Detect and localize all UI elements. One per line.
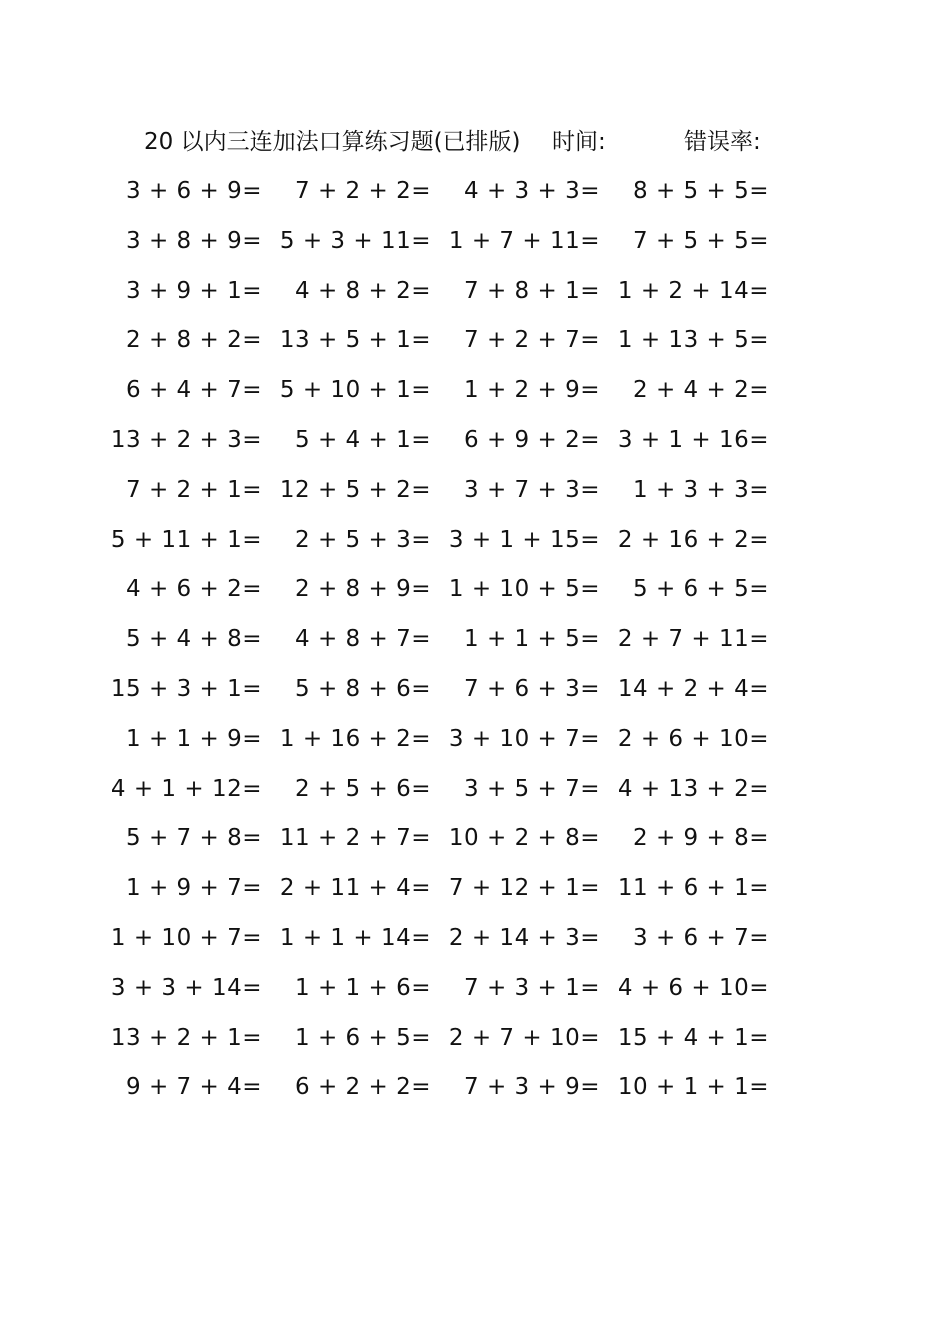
problem-item: 4 + 8 + 7= (295, 626, 431, 653)
problem-item: 11 + 2 + 7= (279, 825, 431, 852)
problem-item: 11 + 6 + 1= (617, 875, 769, 902)
problem-item: 2 + 8 + 2= (126, 327, 262, 354)
problem-item: 5 + 3 + 11= (279, 227, 431, 254)
problem-item: 1 + 2 + 9= (464, 377, 600, 404)
problem-item: 2 + 5 + 3= (295, 526, 431, 553)
problem-row (0, 615, 950, 665)
problem-item: 3 + 1 + 15= (448, 526, 600, 553)
error-rate-label: 错误率: (684, 129, 761, 155)
problem-item: 3 + 6 + 9= (126, 178, 262, 204)
problem-row (0, 914, 950, 964)
problem-row (0, 217, 950, 267)
problem-row (0, 864, 950, 914)
problem-item: 2 + 5 + 6= (295, 775, 431, 802)
problem-item: 4 + 6 + 10= (617, 974, 769, 1001)
worksheet-header (144, 124, 784, 160)
problem-item: 10 + 2 + 8= (448, 825, 600, 852)
problem-item: 2 + 6 + 10= (617, 725, 769, 752)
problem-item: 5 + 4 + 1= (295, 426, 431, 453)
problem-item: 9 + 7 + 4= (126, 1074, 262, 1101)
problem-row (0, 167, 950, 217)
problem-item: 1 + 10 + 7= (110, 924, 262, 951)
problem-item: 6 + 4 + 7= (126, 377, 262, 404)
problem-item: 1 + 6 + 5= (295, 1024, 431, 1051)
problem-item: 10 + 1 + 1= (617, 1074, 769, 1101)
time-label: 时间: (552, 129, 606, 155)
problem-row (0, 814, 950, 864)
problem-item: 7 + 2 + 7= (464, 327, 600, 354)
problem-item: 4 + 6 + 2= (126, 576, 262, 603)
problem-item: 1 + 1 + 5= (464, 626, 600, 653)
problem-item: 5 + 8 + 6= (295, 675, 431, 702)
problem-item: 4 + 1 + 12= (110, 775, 262, 802)
problem-item: 2 + 4 + 2= (633, 377, 769, 404)
problem-item: 3 + 1 + 16= (617, 426, 769, 453)
problem-item: 8 + 5 + 5= (633, 178, 769, 204)
problem-item: 7 + 5 + 5= (633, 227, 769, 254)
problem-item: 14 + 2 + 4= (617, 675, 769, 702)
problem-row (0, 715, 950, 765)
problem-item: 13 + 2 + 1= (110, 1024, 262, 1051)
problem-item: 15 + 4 + 1= (617, 1024, 769, 1051)
problem-item: 2 + 11 + 4= (279, 875, 431, 902)
problem-item: 1 + 1 + 9= (126, 725, 262, 752)
problem-item: 2 + 7 + 10= (448, 1024, 600, 1051)
problem-item: 3 + 8 + 9= (126, 227, 262, 254)
problem-item: 7 + 2 + 1= (126, 476, 262, 503)
problem-item: 7 + 12 + 1= (448, 875, 600, 902)
problem-item: 1 + 3 + 3= (633, 476, 769, 503)
problem-item: 1 + 1 + 6= (295, 974, 431, 1001)
problem-item: 5 + 11 + 1= (110, 526, 262, 553)
problem-item: 3 + 9 + 1= (126, 277, 262, 304)
problem-item: 12 + 5 + 2= (279, 476, 431, 503)
problem-item: 7 + 2 + 2= (295, 178, 431, 204)
problem-item: 7 + 3 + 1= (464, 974, 600, 1001)
problem-item: 7 + 6 + 3= (464, 675, 600, 702)
problem-item: 3 + 7 + 3= (464, 476, 600, 503)
problem-row (0, 516, 950, 566)
problem-item: 3 + 6 + 7= (633, 924, 769, 951)
problem-item: 1 + 7 + 11= (448, 227, 600, 254)
problem-item: 5 + 6 + 5= (633, 576, 769, 603)
problem-item: 5 + 4 + 8= (126, 626, 262, 653)
problem-row (0, 316, 950, 366)
problem-row (0, 267, 950, 317)
problem-item: 13 + 2 + 3= (110, 426, 262, 453)
problem-item: 2 + 8 + 9= (295, 576, 431, 603)
problem-row (0, 466, 950, 516)
problem-item: 3 + 5 + 7= (464, 775, 600, 802)
problem-item: 3 + 10 + 7= (448, 725, 600, 752)
problem-item: 7 + 8 + 1= (464, 277, 600, 304)
problem-row (0, 665, 950, 715)
problem-row (0, 765, 950, 815)
problem-item: 1 + 13 + 5= (617, 327, 769, 354)
problem-item: 13 + 5 + 1= (279, 327, 431, 354)
problem-row (0, 964, 950, 1014)
problem-item: 2 + 14 + 3= (448, 924, 600, 951)
worksheet-title: 20 以内三连加法口算练习题(已排版) (144, 129, 521, 155)
problem-item: 2 + 7 + 11= (617, 626, 769, 653)
problem-grid (0, 167, 950, 1113)
problem-item: 6 + 9 + 2= (464, 426, 600, 453)
problem-row (0, 416, 950, 466)
problem-row (0, 1063, 950, 1113)
problem-item: 1 + 1 + 14= (279, 924, 431, 951)
problem-row (0, 366, 950, 416)
problem-item: 3 + 3 + 14= (110, 974, 262, 1001)
problem-item: 4 + 13 + 2= (617, 775, 769, 802)
problem-item: 1 + 2 + 14= (617, 277, 769, 304)
problem-item: 4 + 8 + 2= (295, 277, 431, 304)
problem-item: 1 + 10 + 5= (448, 576, 600, 603)
problem-item: 7 + 3 + 9= (464, 1074, 600, 1101)
problem-item: 5 + 10 + 1= (279, 377, 431, 404)
problem-row (0, 565, 950, 615)
problem-item: 6 + 2 + 2= (295, 1074, 431, 1101)
problem-item: 1 + 9 + 7= (126, 875, 262, 902)
problem-item: 4 + 3 + 3= (464, 178, 600, 204)
problem-item: 15 + 3 + 1= (110, 675, 262, 702)
problem-item: 2 + 16 + 2= (617, 526, 769, 553)
problem-row (0, 1014, 950, 1064)
problem-item: 5 + 7 + 8= (126, 825, 262, 852)
problem-item: 1 + 16 + 2= (279, 725, 431, 752)
problem-item: 2 + 9 + 8= (633, 825, 769, 852)
